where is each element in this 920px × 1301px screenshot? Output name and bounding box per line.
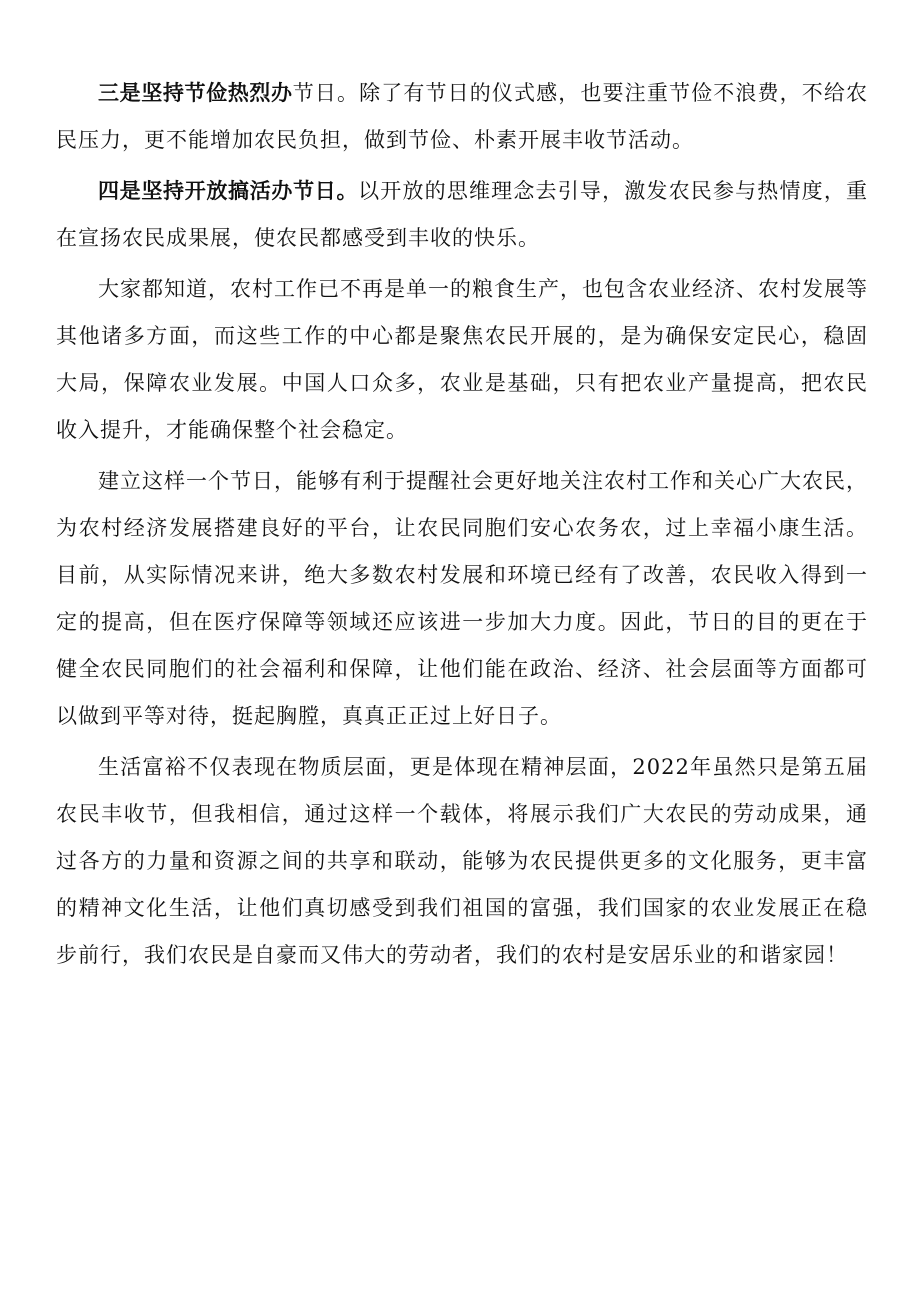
paragraph-2 (56, 168, 868, 262)
paragraph-5-text: 生活富裕不仅表现在物质层面，更是体现在精神层面，2022年虽然只是第五届农民丰收节，但我相信，通过这样一个载体，将展示我们广大农民的劳动成果，通过各方的力量和资源之间的共享和联动，能够为农民提供更多的文化服务，更丰富的精神文化生活，让他们真切感受到我们祖国的富强，我们国家的农业发展正在稳步前行，我们农民是自豪而又伟大的劳动者，我们的农村是安居乐业的和谐家园！ (56, 755, 868, 967)
paragraph-4-text: 建立这样一个节日，能够有利于提醒社会更好地关注农村工作和关心广大农民，为农村经济发展搭建良好的平台，让农民同胞们安心农务农，过上幸福小康生活。目前，从实际情况来讲，绝大多数农村发展和环境已经有了改善，农民收入得到一定的提高，但在医疗保障等领域还应该进一步加大力度。因此，节日的目的更在于健全农民同胞们的社会福利和保障，让他们能在政治、经济、社会层面等方面都可以做到平等对待，挺起胸膛，真真正正过上好日子。 (56, 469, 868, 728)
document-page (56, 70, 868, 983)
paragraph-3-text: 大家都知道，农村工作已不再是单一的粮食生产，也包含农业经济、农村发展等其他诸多方面，而这些工作的中心都是聚焦农民开展的，是为确保安定民心，稳固大局，保障农业发展。中国人口众多，农业是基础，只有把农业产量提高，把农民收入提升，才能确保整个社会稳定。 (56, 277, 868, 442)
paragraph-1-lead: 三是坚持节俭热烈办 (98, 81, 293, 105)
paragraph-4 (56, 458, 868, 740)
paragraph-2-text: 以开放的思维理念去引导，激发农民参与热情度，重在宣扬农民成果展，使农民都感受到丰收的快乐。 (56, 179, 869, 250)
paragraph-3 (56, 266, 868, 454)
paragraph-5 (56, 744, 868, 979)
paragraph-1 (56, 70, 868, 164)
paragraph-2-lead: 四是坚持开放搞活办节日。 (98, 179, 359, 203)
paragraph-1-text: 节日。除了有节日的仪式感，也要注重节俭不浪费，不给农民压力，更不能增加农民负担，做到节俭、朴素开展丰收节活动。 (56, 81, 869, 152)
